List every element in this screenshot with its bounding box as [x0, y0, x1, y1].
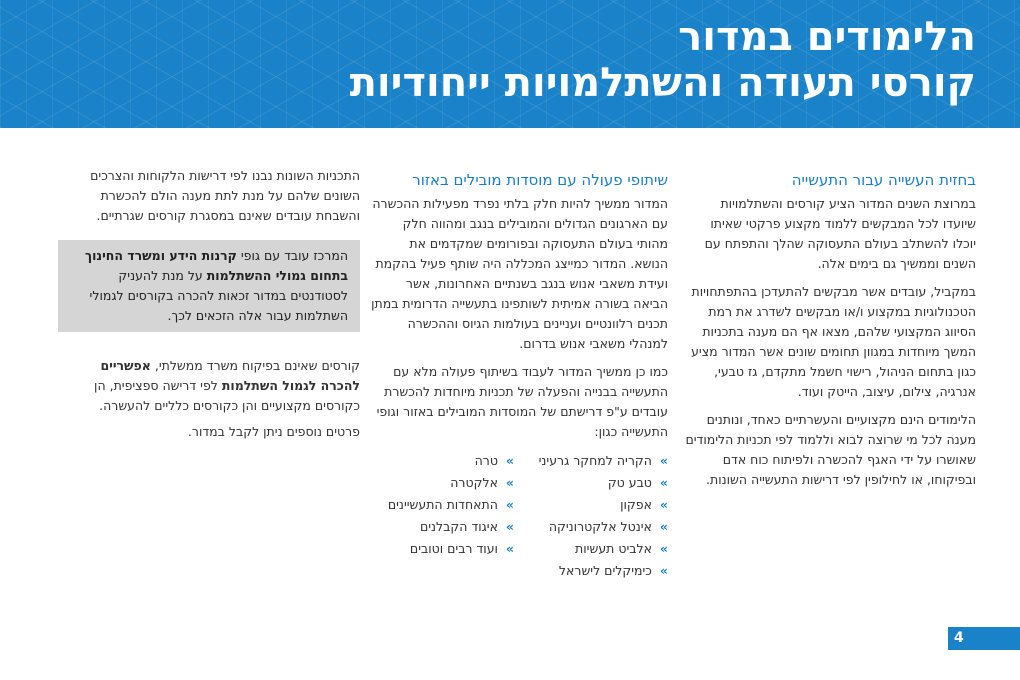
- section-heading-partnerships: שיתופי פעולה עם מוסדות מובילים באזור: [412, 171, 668, 189]
- list-item: »אלקטרה: [450, 475, 514, 490]
- list-item: »אינטל אלקטרוניקה: [548, 519, 668, 534]
- column-industry: [684, 170, 976, 498]
- chevron-bullet-icon: »: [505, 475, 514, 490]
- paragraph: הלימודים הינם מקצועיים והעשרתיים כאחד, ונותנים מענה לכל מי שרוצה לבוא וללמוד לפי תכניות הלימודים שאושרו על ידי האגף להכשרה ולפיתוח כוח אדם ובפיקוחו, או לחילופין לפי דרישות התעשייה השונות.: [685, 412, 976, 487]
- header-banner: [0, 0, 1020, 128]
- column-programs: [58, 166, 360, 448]
- paragraph: קורסים שאינם בפיקוח משרד ממשלתי, אפשריים להכרה לגמול השתלמות לפי דרישה ספציפית, הן כקורסים מקצועיים והן כקורסים כלליים להעשרה.: [94, 358, 360, 413]
- list-item: »כימיקלים לישראל: [558, 563, 668, 578]
- chevron-bullet-icon: »: [505, 453, 514, 468]
- paragraph: במרוצת השנים המדור הציע קורסים והשתלמויות שיועדו לכל המבקשים ללמוד מקצוע פרקטי שאיתו יוכלו להשתלב בעולם התעסוקה שהלך והתפתח עם השנים וממשיך גם בימים אלה.: [704, 196, 976, 271]
- chevron-bullet-icon: »: [659, 453, 668, 468]
- chevron-bullet-icon: »: [659, 519, 668, 534]
- paragraph: המדור ממשיך להיות חלק בלתי נפרד מפעילות ההכשרה עם הארגונים הגדולים והמובילים בנגב ומהווה חלק מהותי בעולם התעסוקה ובפורומים שמקדמים את הנושא. המדור כמייצג המכללה היה שותף פעיל בהקמת ועידת משאבי אנוש בנגב בשנתיים האחרונות, אשר הביאה בשורה אמיתית לשותפינו בתעשייה הדרומית במתן תכנים רלוונטיים ועניינים בעולמות הגיוס וההכשרה למנהלי משאבי אנוש בדרום.: [371, 196, 668, 351]
- list-item: »אלביט תעשיות: [575, 541, 668, 556]
- list-item: »ועוד רבים וטובים: [409, 541, 514, 556]
- list-item: »איגוד הקבלנים: [419, 519, 514, 534]
- column-partnerships: [368, 170, 668, 582]
- paragraph: כמו כן ממשיך המדור לעבוד בשיתוף פעולה מלא עם התעשייה בבנייה והפעלה של תכניות מיוחדות להכשרת עובדים ע"פ דרישתם של המוסדות המובילים באזור וגופי התעשייה כגון:: [376, 364, 668, 439]
- chevron-bullet-icon: »: [505, 497, 514, 512]
- chevron-bullet-icon: »: [659, 475, 668, 490]
- chevron-bullet-icon: »: [505, 541, 514, 556]
- list-item: »הקריה למחקר גרעיני: [538, 453, 668, 468]
- chevron-bullet-icon: »: [659, 563, 668, 578]
- partners-list: [368, 450, 668, 582]
- chevron-bullet-icon: »: [505, 519, 514, 534]
- section-heading-industry: בחזית העשייה עבור התעשייה: [791, 171, 976, 189]
- chevron-bullet-icon: »: [659, 541, 668, 556]
- page-title-line2: קורסי תעודה והשתלמויות ייחודיות: [349, 60, 976, 106]
- page-title: [350, 14, 976, 106]
- list-item: »אפקון: [620, 497, 668, 512]
- callout-text: המרכז עובד עם גופי קרנות הידע ומשרד החינוך בתחום גמולי ההשתלמות על מנת להעניק לסטודנטים במדור זכאות להכרה בקורסים לגמולי השתלמות עבור אלה הזכאים לכך.: [84, 248, 348, 323]
- list-item: »התאחדות התעשיינים: [387, 497, 514, 512]
- chevron-bullet-icon: »: [659, 497, 668, 512]
- callout-box: [58, 240, 360, 332]
- list-item: »טרה: [474, 453, 514, 468]
- list-item: »טבע טק: [607, 475, 668, 490]
- paragraph: במקביל, עובדים אשר מבקשים להתעדכן בהתפתחויות הטכנולוגיות במקצוע ו/או מבקשים לשדרג את רמת הסיווג המקצועי שלהם, מצאו אף הם מענה בתכניות המשך מיוחדות במגוון תחומים שונים אשר המדור מציע כגון בתחום הניהול, רישוי חשמל מתקדם, גז טבעי, אנרגיה, צילום, עיצוב, הייטק ועוד.: [691, 284, 976, 399]
- programs-notes: [58, 356, 360, 442]
- page-number: 4: [948, 627, 1020, 650]
- paragraph: פרטים נוספים ניתן לקבל במדור.: [187, 424, 360, 439]
- page-title-line1: הלימודים במדור: [678, 14, 976, 60]
- paragraph: התכניות השונות נבנו לפי דרישות הלקוחות והצרכים השונים שלהם על מנת לתת מענה הולם להכשרת והשבחת עובדים שאינם במסגרת קורסים שגרתיים.: [90, 168, 360, 223]
